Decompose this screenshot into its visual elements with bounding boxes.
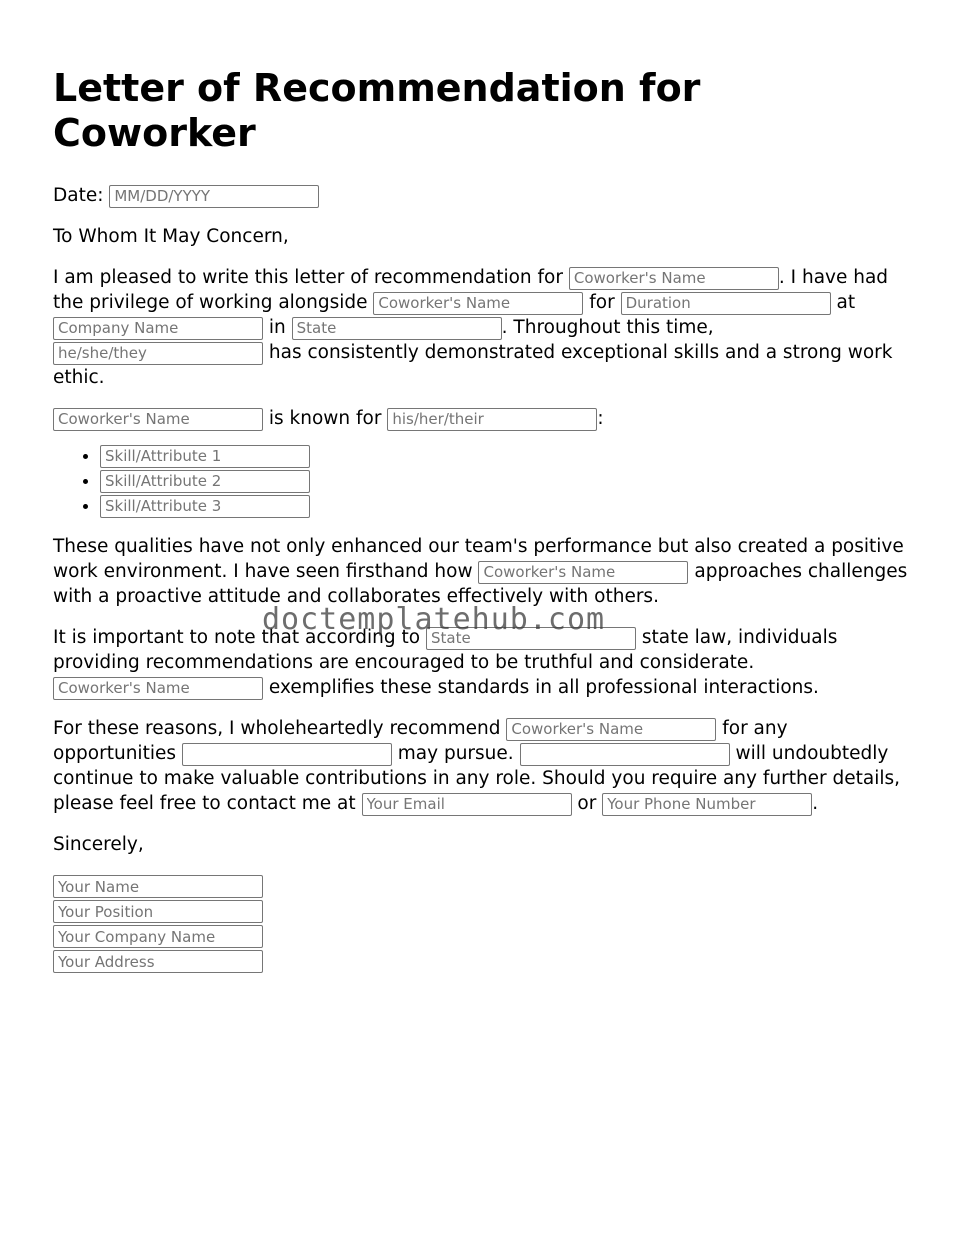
signature-block xyxy=(53,875,913,973)
coworker-name-field-1[interactable] xyxy=(569,267,779,290)
coworker-name-field-3[interactable] xyxy=(53,408,263,431)
coworker-name-field-6[interactable] xyxy=(506,718,716,741)
company-name-field[interactable] xyxy=(53,317,263,340)
coworker-name-field-4[interactable] xyxy=(478,561,688,584)
duration-field[interactable] xyxy=(621,292,831,315)
known-for-text: is known for xyxy=(268,408,382,429)
state-law-text-1: It is important to note that according to xyxy=(53,627,421,648)
date-label: Date: xyxy=(53,185,104,206)
letter-page xyxy=(53,66,913,975)
date-line xyxy=(53,183,913,208)
recommend-text-3: may pursue. xyxy=(397,743,514,764)
skill-field-3[interactable] xyxy=(100,495,310,518)
page-title: Letter of Recommendation for Coworker xyxy=(53,66,701,155)
intro-text-5: in xyxy=(268,317,286,338)
state-law-paragraph xyxy=(53,625,913,700)
list-item xyxy=(100,468,913,493)
qualities-paragraph xyxy=(53,534,913,609)
intro-text-1: I am pleased to write this letter of recommendation for xyxy=(53,267,563,288)
list-item xyxy=(100,493,913,518)
recommend-text-4: will undoubtedly continue to make valuable contributions in any role. Should you require any further details, please feel free to contact me at xyxy=(53,743,901,814)
email-field[interactable] xyxy=(362,793,572,816)
state-law-text-2: state law, individuals providing recommendations are encouraged to be truthful and considerate. xyxy=(53,627,838,673)
intro-text-6: . Throughout this time, xyxy=(501,317,714,338)
skills-list xyxy=(53,443,913,518)
closing: Sincerely, xyxy=(53,834,144,855)
intro-text-7: has consistently demonstrated exceptional skills and a strong work ethic. xyxy=(53,342,893,388)
recommend-text-6: . xyxy=(812,793,819,814)
intro-text-2: . I have had the privilege of working alongside xyxy=(53,267,889,313)
salutation: To Whom It May Concern, xyxy=(53,226,289,247)
your-company-name-field[interactable] xyxy=(53,925,263,948)
blank-field-1[interactable] xyxy=(182,743,392,766)
possessive-pronoun-field[interactable] xyxy=(387,408,597,431)
known-for-paragraph xyxy=(53,406,913,431)
skill-field-1[interactable] xyxy=(100,445,310,468)
blank-field-2[interactable] xyxy=(520,743,730,766)
recommendation-paragraph xyxy=(53,716,913,816)
your-address-field[interactable] xyxy=(53,950,263,973)
skill-field-2[interactable] xyxy=(100,470,310,493)
state-field-1[interactable] xyxy=(292,317,502,340)
recommend-text-2: for any opportunities xyxy=(53,718,788,764)
list-item xyxy=(100,443,913,468)
known-for-colon: : xyxy=(597,408,604,429)
state-law-text-3: exemplifies these standards in all professional interactions. xyxy=(268,677,819,698)
date-field[interactable] xyxy=(109,185,319,208)
your-name-field[interactable] xyxy=(53,875,263,898)
your-position-field[interactable] xyxy=(53,900,263,923)
recommend-text-5: or xyxy=(577,793,597,814)
qualities-text-1: These qualities have not only enhanced our team's performance but also created a positive work environment. I have seen firsthand how xyxy=(53,536,904,582)
state-field-2[interactable] xyxy=(426,627,636,650)
phone-field[interactable] xyxy=(602,793,812,816)
recommend-text-1: For these reasons, I wholeheartedly recommend xyxy=(53,718,501,739)
qualities-text-2: approaches challenges with a proactive attitude and collaborates effectively with others. xyxy=(53,561,908,607)
coworker-name-field-5[interactable] xyxy=(53,677,263,700)
watermark: doctemplatehub.com xyxy=(262,602,606,637)
intro-text-3: for xyxy=(589,292,615,313)
pronoun-field[interactable] xyxy=(53,342,263,365)
intro-paragraph xyxy=(53,265,913,390)
coworker-name-field-2[interactable] xyxy=(373,292,583,315)
intro-text-4: at xyxy=(836,292,856,313)
